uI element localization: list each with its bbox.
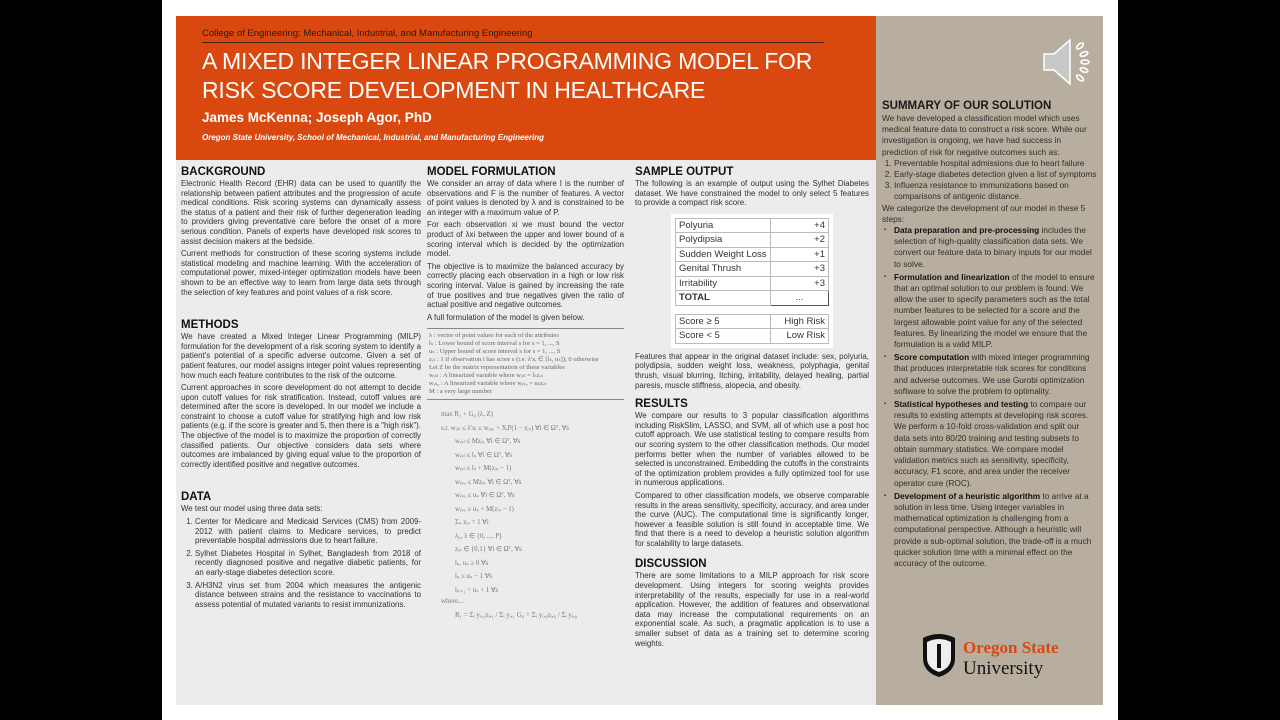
constraint: wᵢₛᵤ ≤ Mzᵢₛ ∀i ∈ Ωᵀ, ∀s	[455, 478, 522, 486]
feature-points: +2	[771, 233, 829, 248]
constraint: lₛ₊₁ = uₛ + 1 ∀s	[455, 586, 499, 594]
data-list	[181, 517, 421, 609]
list-item: 3. A/H3N2 virus set from 2004 which measures the antigenic distance between strains and the resistance to vaccinations to assess potential of mutated variants to resist immunizations.	[195, 581, 421, 610]
total-label: TOTAL	[676, 291, 771, 306]
sample-text: The following is an example of output using the Sylhet Diabetes dataset. We have constrained the model to only select 5 features to provide a compact risk score.	[635, 179, 869, 208]
data-intro: We test our model using three data sets:	[181, 504, 323, 514]
definition: Let Z be the matrix representation of these variables	[429, 364, 565, 372]
feature-name: Sudden Weight Loss	[676, 247, 771, 262]
score-row	[676, 276, 829, 291]
logo-text: Oregon State	[963, 638, 1059, 657]
background-heading: BACKGROUND	[181, 166, 266, 178]
results-text: Compared to other classification models, we observe comparable results in the areas sensitivity, specificity, accuracy, and area under the curve (AUC). The computational time is significantly longer, however a feasible solution is still found in acceptable time. We find that there is a need to develop a heuristic solution algorithm for scalability to large datasets.	[635, 490, 869, 548]
definition: wᵢₛᵤ : A linearized variable where wᵢₛᵤ = uₛzᵢₛ	[429, 380, 547, 388]
list-item: 3. Influenza resistance to immunizations based on comparisons of antigenic distance.	[894, 180, 1097, 202]
poster-title	[202, 47, 850, 105]
summary-heading: SUMMARY OF OUR SOLUTION	[882, 100, 1052, 112]
score-row	[676, 218, 829, 233]
step-item	[894, 491, 1097, 569]
feature-points: +1	[771, 247, 829, 262]
summary-text: We have developed a classification model which uses medical feature data to construct a risk score. While our investigation is ongoing, we have had success in prediction of risk for negative outcomes such as:	[882, 113, 1087, 157]
feature-name: Irritability	[676, 276, 771, 291]
title-line-2: RISK SCORE DEVELOPMENT IN HEALTHCARE	[202, 77, 706, 103]
speaker-icon[interactable]	[1040, 34, 1102, 90]
methods-heading: METHODS	[181, 319, 239, 332]
model-text: For each observation xi we must bound the vector product of λxi between the upper and lower bound of a scoring interval which is decided by the optimization model.	[427, 220, 624, 259]
definition: lₛ : Lower bound of score interval s for s = 1, ..., S	[429, 340, 560, 348]
step-text: to arrive at a solution in less time. Using integer variables in mathematical optimization is challenging from a computational perspective. Although a heuristic will provide a sub-optimal solution, the trade-off is a much quicker solution time with a minimal effect on the accuracy of the outcome.	[894, 490, 1092, 568]
risk-level: High Risk	[771, 314, 829, 329]
constraint: zᵢₛ ∈ {0,1} ∀i ∈ Ωᵀ, ∀s	[455, 546, 522, 554]
total-value: ...	[771, 291, 829, 306]
model-text: The objective is to maximize the balanced accuracy by correctly placing each observation in a high or low risk scoring interval. Value is gained by increasing the rate of true positives and true negatives given the ratio of actual positive and negative outcomes.	[427, 261, 624, 310]
feature-name: Polydipsia	[676, 233, 771, 248]
score-row	[676, 233, 829, 248]
column-1	[181, 166, 421, 612]
summary-text: We categorize the development of our model in these 5 steps:	[882, 202, 1086, 224]
risk-rule: Score ≥ 5	[676, 314, 771, 329]
results-heading: RESULTS	[635, 398, 688, 411]
results-text: We compare our results to 3 popular classification algorithms including RiskSlim, LASSO, and SVM, all of which use a post hoc cutoff approach. We use statistical testing to compare results from our scoring system to the other classification methods. Our model performs better when the number of variables allowed to be selected is unconstrained. Embedding the cutoffs in the constraints of the optimization problem provides a fully optimized tool for use in numerous applications.	[635, 411, 869, 488]
feature-points: +4	[771, 218, 829, 233]
constraint: wᵢₛᵤ ≤ uₛ ∀i ∈ Ωᵀ, ∀s	[455, 492, 515, 500]
step-title: Statistical hypotheses and testing	[894, 399, 1029, 410]
score-row	[676, 247, 829, 262]
risk-rule: Score < 5	[676, 329, 771, 344]
data-heading: DATA	[181, 491, 212, 504]
ratio-definitions: R₁ = Σᵢ yᵢ,₁zᵢ,₁ / Σᵢ yᵢ,₁ G₀ = Σᵢ yᵢ,₀zᵢ,₀ / Σᵢ yᵢ,₀	[455, 610, 578, 619]
college-name: College of Engineering: Mechanical, Industrial, and Manufacturing Engineering	[202, 28, 824, 43]
affiliation: Oregon State University, School of Mechanical, Industrial, and Manufacturing Engineering	[202, 133, 544, 142]
risk-score-table	[671, 214, 833, 348]
step-text: with mixed integer programming that produces interpretable risk scores for conditions and adverse outcomes. We use Gurobi optimization software to solve the problem to optimality.	[894, 352, 1090, 396]
objective: max R₁ + G₀ (λ, Z)	[441, 411, 493, 419]
step-text: of the model to ensure that an optimal solution to our problem is found. We allow the user to specify parameters such as the total number features to be selected for a score and the largest allowable point value for any of the selected features. By linearizing the model we ensure that the formulation is a valid MILP.	[894, 271, 1095, 350]
definition: wᵢₛₗ : A linearized variable where wᵢₛₗ = lₛzᵢₛ	[429, 372, 544, 380]
step-title: Development of a heuristic algorithm	[894, 490, 1041, 501]
step-item	[894, 352, 1097, 397]
definition: uₛ : Upper bound of score interval s for s = 1, ..., S	[429, 348, 561, 356]
definition: zᵢₛ : 1 if observation i has score s (i.e. λ'xᵢ ∈ [lₛ, uₛ]); 0 otherwise	[429, 356, 599, 364]
score-row	[676, 262, 829, 277]
constraint: λ₀, λ ∈ {0, ..., P}	[455, 532, 503, 540]
steps-list	[882, 225, 1097, 569]
constraint: lₛ ≤ uₛ − 1 ∀s	[455, 573, 493, 581]
risk-row	[676, 329, 829, 344]
step-text: includes the selection of high-quality classification data sets. We convert our feature data to binary inputs for our model to solve.	[894, 225, 1092, 269]
constraint: s.t. wᵢₛₗ ≤ λ'xᵢ ≤ wᵢₛᵤ + XᵢP(1 − zᵢₛ) ∀i ∈ Ωᵀ, ∀s	[441, 424, 570, 432]
total-row	[676, 291, 829, 306]
constraint: lₛ, uₛ ≥ 0 ∀s	[455, 559, 489, 567]
features-text: Features that appear in the original dataset include: sex, polyuria, polydipsia, sudden weight loss, weakness, polyphagia, genital thrush, visual blurring, Itching, irritability, delayed healing, partial paresis, muscle stiffness, alopecia, and obesity.	[635, 351, 869, 390]
list-item: 2. Early-stage diabetes detection given a list of symptoms	[894, 169, 1097, 180]
osu-logo	[921, 632, 1081, 682]
step-item	[894, 272, 1097, 350]
risk-level: Low Risk	[771, 329, 829, 344]
step-text: to compare our results to existing attempts at developing risk scores. We perform a 10-fold cross-validation and split our data sets into 80/20 training and testing subsets to obtain summary statistics. We compare model validation metrics such as sensitivity, specificity, accuracy, F1 score, and area under the receiver operator cure (ROC).	[894, 399, 1089, 488]
column-2	[427, 166, 624, 621]
outcomes-list	[882, 158, 1097, 203]
list-item: 1. Center for Medicare and Medicaid Services (CMS) from 2009-2012 with patient claims to Medicare services, to predict preventable hospital admissions due to heart failure.	[195, 517, 421, 546]
feature-name: Polyuria	[676, 218, 771, 233]
model-heading: MODEL FORMULATION	[427, 166, 556, 178]
background-text: Electronic Health Record (EHR) data can be used to quantify the relationship between patient attributes and the progression of acute medical conditions. Risk scoring systems can dynamically assess the status of a patient and their risk of further degeneration leading to providers giving preventative care before the onset of a more serious condition. Panels of experts have developed risk scores to assist decision makers at the bedside.	[181, 179, 421, 246]
model-text: We consider an array of data where I is the number of observations and F is the number of features. A vector of point values is denoted by λ and is constrained to be an integer with a maximum value of P.	[427, 179, 624, 217]
osu-shield-icon	[921, 632, 957, 678]
feature-points: +3	[771, 262, 829, 277]
where-label: where...	[441, 597, 464, 606]
constraint: wᵢₛᵤ ≥ uₛ + M(zᵢₛ − 1)	[455, 505, 514, 513]
constraint: Σₛ zᵢₛ = 1 ∀i	[455, 519, 489, 527]
list-item: 2. Sylhet Diabetes Hospital in Sylhet, Bangladesh from 2018 of recently diagnosed positive and negative diabetic patients, for an early-stage diabetes detection score.	[195, 549, 421, 578]
sample-heading: SAMPLE OUTPUT	[635, 166, 734, 178]
discussion-heading: DISCUSSION	[635, 558, 707, 571]
definition: M : a very large number	[429, 388, 492, 396]
step-item	[894, 399, 1097, 489]
logo-text: University	[963, 658, 1044, 679]
step-title: Score computation	[894, 352, 970, 363]
authors: James McKenna; Joseph Agor, PhD	[202, 110, 432, 125]
main-panel	[176, 160, 876, 705]
feature-name: Genital Thrush	[676, 262, 771, 277]
step-item	[894, 225, 1097, 270]
title-line-1: A MIXED INTEGER LINEAR PROGRAMMING MODEL FOR	[202, 48, 813, 74]
risk-row	[676, 314, 829, 329]
background-text: Current methods for construction of these scoring systems include statistical modeling and machine learning. With the acceleration of computational power, mixed-integer optimization models have been shown to be an effective way to learn from large data sets through the selection of key features and point values of a risk score.	[181, 249, 421, 297]
model-text: A full formulation of the model is given below.	[427, 312, 585, 322]
feature-points: +3	[771, 276, 829, 291]
variable-definitions	[427, 328, 624, 400]
methods-text: Current approaches in score development do not attempt to decide upon cutoff values for risk stratification. Instead, cutoff values are determined after the score is developed. In our model we include a constraint to choose a cutoff value for stratifying high and low risk patients (e.g. if the score is greater and 5, then there is a "high risk"). The objective of the model is to maximize the proportion of correctly classified patients. Our objective considers data sets where outcomes are imbalanced by giving equal value to the proportion of correctly identified positive and negative outcomes.	[181, 383, 421, 469]
formulation-equations	[427, 408, 624, 597]
constraint: wᵢₛₗ ≤ Mzᵢₛ ∀i ∈ Ωᵀ, ∀s	[455, 438, 521, 446]
step-title: Data preparation and pre-processing	[894, 225, 1040, 236]
methods-text: We have created a Mixed Integer Linear Programming (MILP) formulation for the development of a risk scoring system to identify a patient's potential of a specific adverse outcome. Given a set of patient features, our model assigns integer point values representing how much each feature contributes to the risk of the outcome.	[181, 332, 421, 380]
constraint: wᵢₛₗ ≥ lₛ + M(zᵢₛ − 1)	[455, 465, 512, 473]
column-3	[635, 166, 869, 651]
definition: λ : vector of point values for each of the attributes	[429, 332, 559, 340]
discussion-text: There are some limitations to a MILP approach for risk score development. Using integers for scoring weights provides interpretability of the results, especially for use in a real-world application. However, the addition of features and observational data may increase the computational requirements on an exponential scale. As such, a pragmatic application is to use a smaller subset of data as a training set to determine scoring weights.	[635, 571, 869, 648]
list-item: 1. Preventable hospital admissions due to heart failure	[894, 158, 1097, 169]
constraint: wᵢₛₗ ≤ lₛ ∀i ∈ Ωᵀ, ∀s	[455, 451, 513, 459]
poster-header	[176, 16, 876, 160]
step-title: Formulation and linearization	[894, 271, 1010, 282]
summary-sidebar	[876, 16, 1103, 705]
